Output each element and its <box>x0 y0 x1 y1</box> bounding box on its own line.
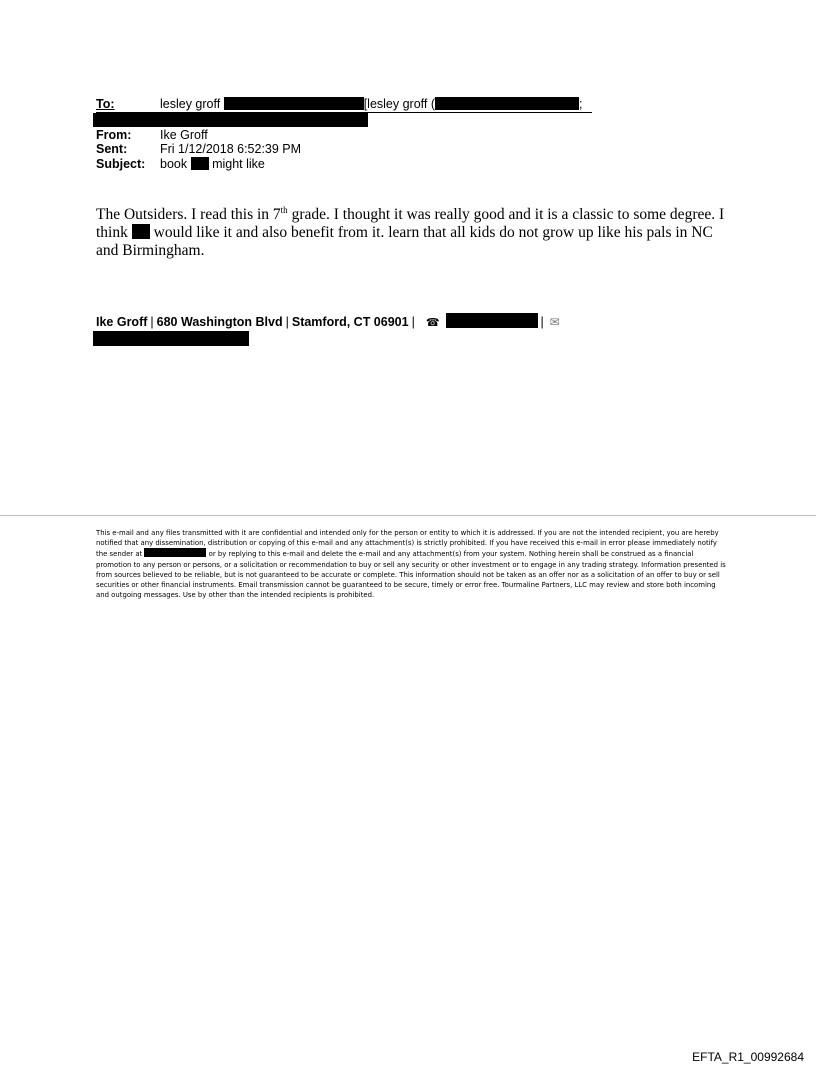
phone-icon: ☎ <box>425 317 440 329</box>
from-label: From: <box>96 128 132 142</box>
to-bracket: [lesley groff ( <box>363 97 436 111</box>
redaction-bar <box>224 97 364 110</box>
body-text-part3: would like it and also benefit from it. learn that all kids do not grow up like his pals in NC and Birmingham. <box>96 224 713 259</box>
subject-label: Subject: <box>96 157 146 171</box>
separator: | <box>540 315 544 329</box>
to-value <box>160 97 583 111</box>
disclaimer-part1: This e-mail and any files transmitted with it are confidential and intended only for the person or entity to which it is addressed. If you are not the intended recipient, you are hereby notified that any dissemination, distribution or copying of this e-mail and any attachment(s) is strictly prohibited. If you have received this e-mail in error please immediately notify the sender at <box>96 529 719 559</box>
to-row <box>96 97 696 111</box>
envelope-icon: ✉ <box>549 315 560 329</box>
ordinal-suffix: th <box>280 204 288 215</box>
from-value: Ike Groff <box>160 128 208 142</box>
subject-value <box>160 157 265 171</box>
redaction-bar <box>93 113 368 127</box>
to-tail: ; <box>579 97 583 111</box>
disclaimer-part2: or by replying to this e-mail and delete the e-mail and any attachment(s) from your system. Nothing herein shall be construed as a financial promotion to any person or persons, or a solicitation or recommendation to buy or sell any security or other investment or to engage in any trading strategy. Information presented is from sources believed to be reliable, but is not guaranteed to be accurate or complete. This information should not be taken as an offer nor as a solicitation of an offer to buy or sell securities or other financial instruments. Email transmission cannot be guaranteed to be secure, timely or error free. Tourmaline Partners, LLC may review and store both incoming and outgoing messages. Use by other than the intended recipients is prohibited. <box>96 550 726 600</box>
signature-address: 680 Washington Blvd <box>156 315 283 329</box>
to-label: To: <box>96 97 115 111</box>
redaction-bar <box>132 224 150 239</box>
separator: | <box>150 315 154 329</box>
legal-disclaimer <box>96 528 728 600</box>
document-id: EFTA_R1_00992684 <box>692 1050 804 1064</box>
sent-value: Fri 1/12/2018 6:52:39 PM <box>160 142 302 156</box>
redaction-bar <box>144 548 206 557</box>
to-name: lesley groff <box>160 97 221 111</box>
signature-name: Ike Groff <box>96 315 148 329</box>
redaction-bar <box>435 97 579 110</box>
separator: | <box>285 315 289 329</box>
sent-label: Sent: <box>96 142 128 156</box>
body-text-part2: grade. I thought it was really good and it is a classic to some degree. I think <box>96 206 725 241</box>
body-text-part1: The Outsiders. I read this in 7 <box>96 206 281 223</box>
redaction-bar <box>93 331 249 346</box>
redaction-bar <box>446 313 538 328</box>
subject-start: book <box>160 157 188 171</box>
signature <box>96 313 560 329</box>
divider <box>0 515 816 516</box>
redaction-bar <box>191 157 209 170</box>
separator: | <box>411 315 415 329</box>
subject-end: might like <box>212 157 265 171</box>
email-body <box>96 206 726 260</box>
signature-city: Stamford, CT 06901 <box>291 315 409 329</box>
